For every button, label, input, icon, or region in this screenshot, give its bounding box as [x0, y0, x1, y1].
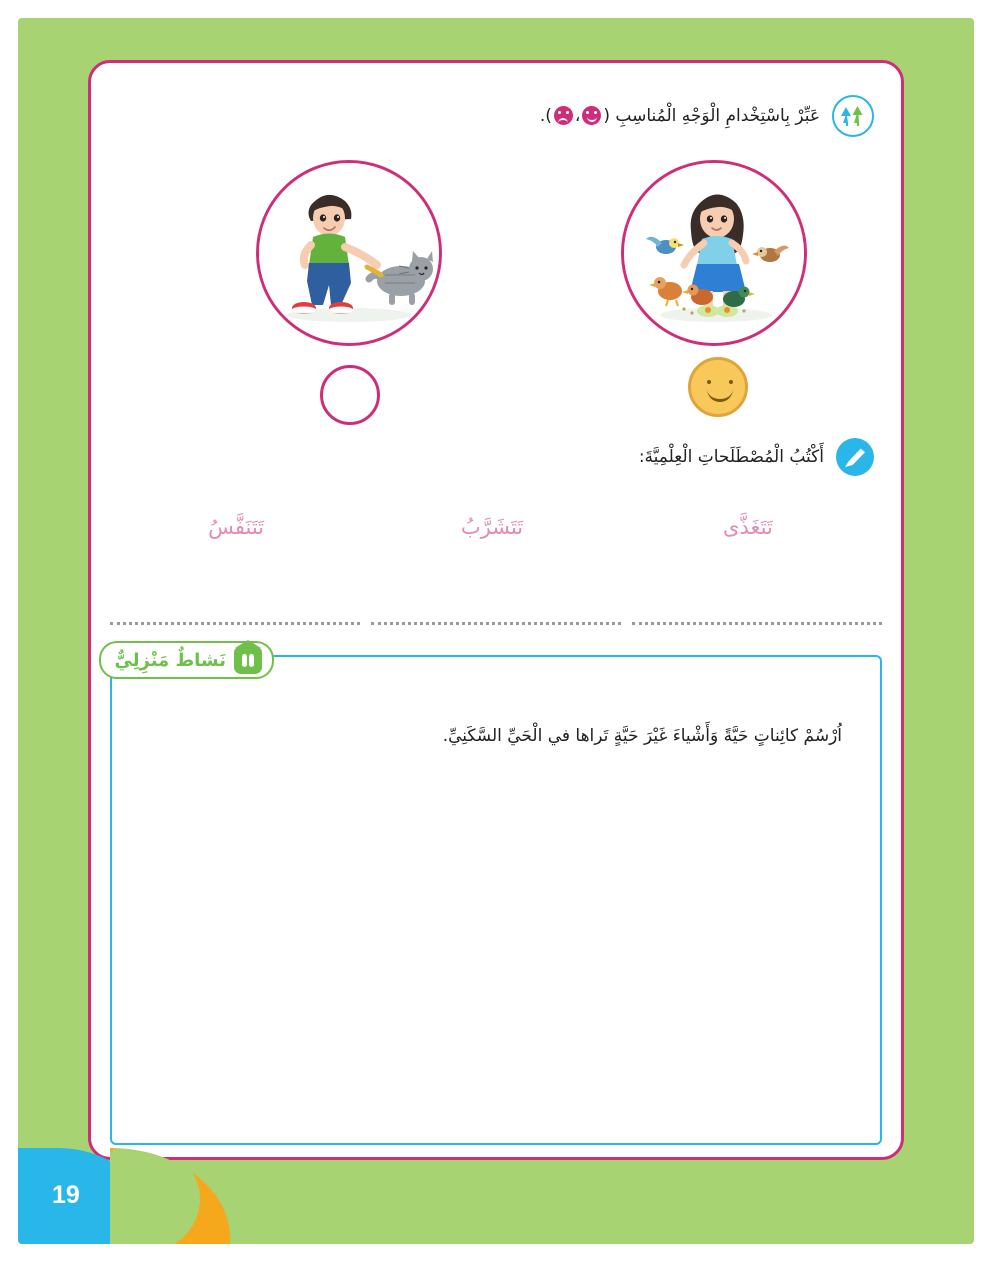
term-item: تَتَنَفَّسُ: [208, 515, 265, 539]
term-item: تَتَشَرَّبُ: [460, 515, 524, 539]
smiley-face-icon: [582, 106, 601, 125]
home-activity-instruction: اُرْسُمْ كائِناتٍ حَيَّةً وَأَشْياءَ غَيْرَ حَيَّةٍ تَراها في الْحَيِّ السَّكَنِيِّ.: [442, 726, 842, 746]
task-express-faces: [540, 95, 874, 137]
smiley-mouth-icon: [707, 388, 733, 402]
pencil-icon: [845, 447, 865, 467]
task1-text-after: ).: [539, 105, 552, 126]
answer-circle-girl[interactable]: [688, 357, 748, 417]
trees-badge-icon: [832, 95, 874, 137]
page-number: 19: [52, 1181, 80, 1209]
answer-line[interactable]: [110, 600, 360, 625]
smiley-eyes-icon: [707, 380, 711, 384]
task-write-terms-text: أَكْتُبُ الْمُصْطَلَحاتِ الْعِلْمِيَّةَ:: [638, 446, 824, 467]
scientific-terms-row: [110, 515, 874, 539]
house-person-right: [242, 654, 247, 667]
answer-lines-row: [110, 600, 882, 625]
answer-line[interactable]: [371, 600, 621, 625]
picture-girl-feeding-birds: [621, 160, 807, 346]
pencil-badge-icon: [836, 438, 874, 476]
task-express-faces-text: [540, 100, 820, 132]
answer-circle-boy[interactable]: [320, 365, 380, 425]
term-item: تَتَغَذَّى: [723, 515, 773, 539]
sad-face-icon: [554, 106, 573, 125]
house-person-left: [249, 654, 254, 667]
home-activity-tag: [99, 641, 274, 679]
task1-separator: ،: [574, 105, 581, 126]
answer-line[interactable]: [632, 600, 882, 625]
task-write-terms: [639, 438, 874, 476]
picture-boy-pulling-cat: [256, 160, 442, 346]
house-family-icon: [234, 646, 262, 674]
task1-text-before: عَبِّرْ بِاسْتِخْدامِ الْوَجْهِ الْمُناسِبِ (: [603, 105, 820, 126]
home-activity-label: نَشاطٌ مَنْزِلِيٌّ: [114, 649, 226, 671]
